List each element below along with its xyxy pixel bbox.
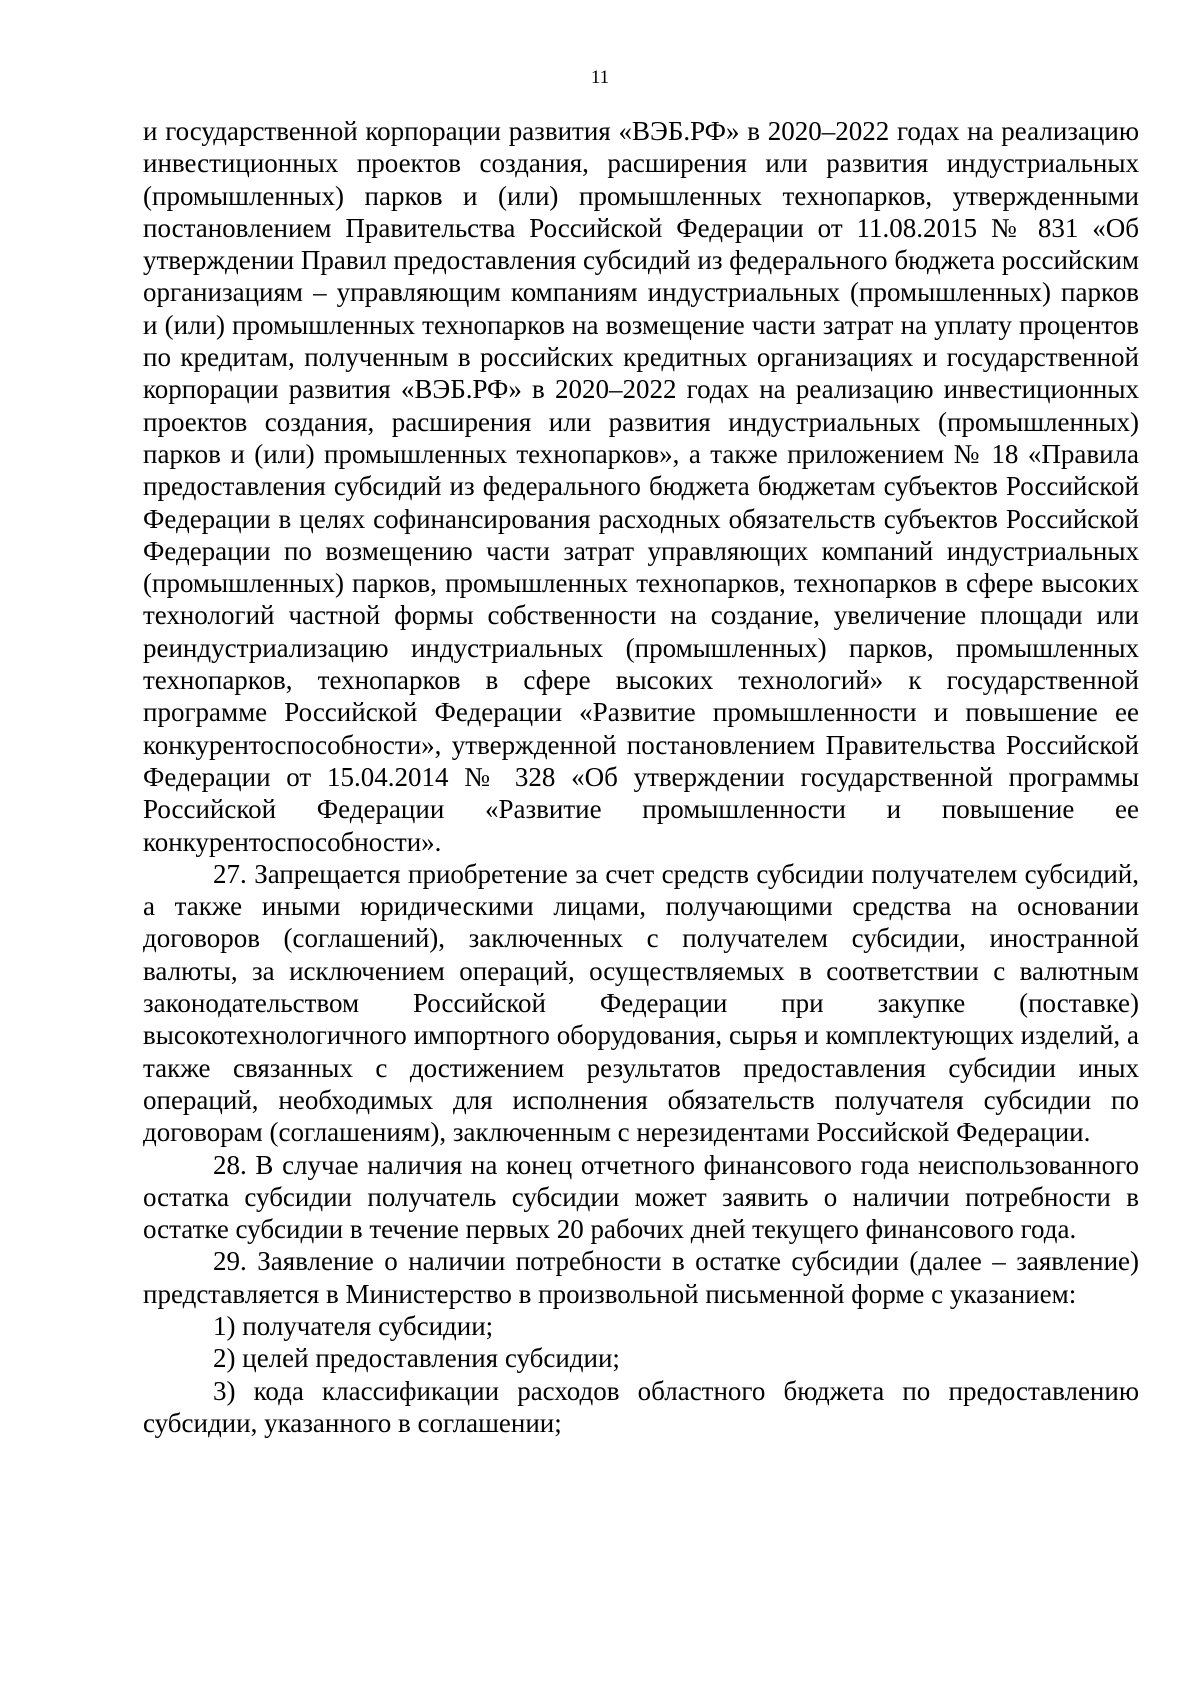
paragraph-item-27: 27. Запрещается приобретение за счет средств субсидии получателем субсидий, а также иными юридическими лицами, получающими средства на основании договоров (соглашений), заключенных с получателем субсидии, иностранной валюты, за исключением операций, осуществляемых в соответствии с валютным законодательством Российской Федерации при закупке (поставке) высокотехнологичного импортного оборудования, сырья и комплектующих изделий, а также связанных с достижением результатов предоставления субсидии иных операций, необходимых для исполнения обязательств получателя субсидии по договорам (соглашениям), заключенным с нерезидентами Российской Федерации. xyxy=(143,858,1139,1148)
list-item-3: 3) кода классификации расходов областного бюджета по предоставлению субсидии, указанного в соглашении; xyxy=(143,1375,1139,1438)
paragraph-item-29: 29. Заявление о наличии потребности в остатке субсидии (далее – заявление) представляется в Министерство в произвольной письменной форме с указанием: xyxy=(143,1246,1139,1309)
document-body xyxy=(143,115,1139,1439)
paragraph-continuation: и государственной корпорации развития «ВЭБ.РФ» в 2020–2022 годах на реализацию инвестиционных проектов создания, расширения или развития индустриальных (промышленных) парков и (или) промышленных технопарков, утвержденными постановлением Правительства Российской Федерации от 11.08.2015 № 831 «Об утверждении Правил предоставления субсидий из федерального бюджета российским организациям – управляющим компаниям индустриальных (промышленных) парков и (или) промышленных технопарков на возмещение части затрат на уплату процентов по кредитам, полученным в российских кредитных организациях и государственной корпорации развития «ВЭБ.РФ» в 2020–2022 годах на реализацию инвестиционных проектов создания, расширения или развития индустриальных (промышленных) парков и (или) промышленных технопарков», а также приложением № 18 «Правила предоставления субсидий из федерального бюджета бюджетам субъектов Российской Федерации в целях софинансирования расходных обязательств субъектов Российской Федерации по возмещению части затрат управляющих компаний индустриальных (промышленных) парков, промышленных технопарков, технопарков в сфере высоких технологий частной формы собственности на создание, увеличение площади или реиндустриализацию индустриальных (промышленных) парков, промышленных технопарков, технопарков в сфере высоких технологий» к государственной программе Российской Федерации «Развитие промышленности и повышение ее конкурентоспособности», утвержденной постановлением Правительства Российской Федерации от 15.04.2014 № 328 «Об утверждении государственной программы Российской Федерации «Развитие промышленности и повышение ее конкурентоспособности». xyxy=(143,116,1139,857)
page-number: 11 xyxy=(590,67,610,88)
list-item-2: 2) целей предоставления субсидии; xyxy=(213,1343,620,1374)
paragraph-item-28: 28. В случае наличия на конец отчетного финансового года неиспользованного остатка субсидии получатель субсидии может заявить о наличии потребности в остатке субсидии в течение первых 20 рабочих дней текущего финансового года. xyxy=(143,1149,1139,1245)
list-item-1: 1) получателя субсидии; xyxy=(213,1310,494,1341)
